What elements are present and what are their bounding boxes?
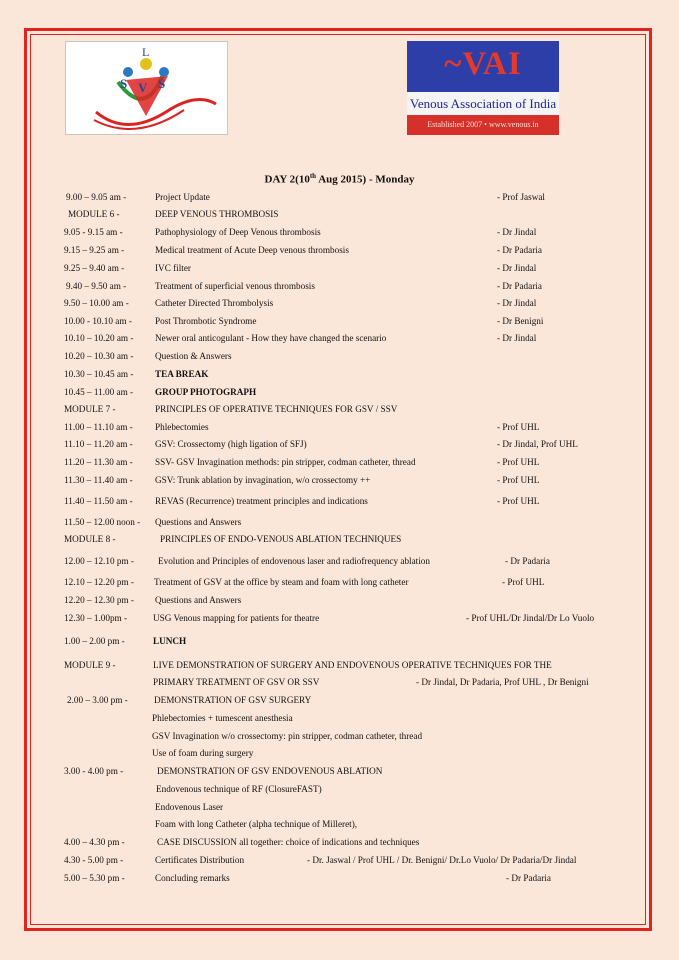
row-time: 11.10 – 11.20 am - bbox=[64, 439, 133, 449]
row-topic: PRINCIPLES OF OPERATIVE TECHNIQUES FOR GSV / SSV bbox=[155, 404, 398, 414]
row-topic: Treatment of GSV at the office by steam and foam with long catheter bbox=[154, 577, 409, 587]
schedule-row bbox=[0, 855, 679, 869]
row-topic: CASE DISCUSSION all together: choice of indications and techniques bbox=[157, 837, 420, 847]
row-topic: GSV: Trunk ablation by invagination, w/o crossectomy ++ bbox=[155, 475, 371, 485]
row-time: 10.45 – 11.00 am - bbox=[64, 387, 134, 397]
row-speaker: - Dr Jindal bbox=[497, 227, 537, 237]
schedule-row bbox=[0, 636, 679, 650]
schedule-row bbox=[0, 475, 679, 489]
row-time: 9.50 – 10.00 am - bbox=[64, 298, 129, 308]
row-speaker: - Prof UHL/Dr Jindal/Dr Lo Vuolo bbox=[466, 613, 595, 623]
row-speaker: - Dr Padaria bbox=[497, 245, 542, 255]
row-speaker: - Prof Jaswal bbox=[497, 192, 545, 202]
schedule-row bbox=[0, 404, 679, 418]
schedule-row bbox=[0, 731, 679, 745]
schedule-row bbox=[0, 209, 679, 223]
row-topic: Concluding remarks bbox=[155, 873, 230, 883]
row-time: 11.50 – 12.00 noon - bbox=[64, 517, 141, 527]
schedule-row bbox=[0, 577, 679, 591]
row-topic: Questions and Answers bbox=[155, 517, 242, 527]
row-time: 9.00 – 9.05 am - bbox=[66, 192, 127, 202]
row-topic: Project Update bbox=[155, 192, 210, 202]
schedule-row bbox=[0, 713, 679, 727]
schedule-row bbox=[0, 387, 679, 401]
row-topic: Use of foam during surgery bbox=[152, 748, 254, 758]
schedule-row bbox=[0, 457, 679, 471]
vai-name: Venous Association of India bbox=[407, 92, 559, 115]
schedule-row bbox=[0, 695, 679, 709]
schedule-row bbox=[0, 227, 679, 241]
vai-mark: ~VAI bbox=[444, 46, 522, 82]
day-title-post: Aug 2015) - Monday bbox=[316, 173, 415, 186]
row-topic: DEMONSTRATION OF GSV ENDOVENOUS ABLATION bbox=[157, 766, 383, 776]
schedule-row bbox=[0, 281, 679, 295]
row-topic: GSV: Crossectomy (high ligation of SFJ) bbox=[155, 439, 307, 449]
row-time: 10.20 – 10.30 am - bbox=[64, 351, 134, 361]
schedule-row bbox=[0, 613, 679, 627]
svg-text:V: V bbox=[138, 80, 148, 95]
schedule-row bbox=[0, 534, 679, 548]
row-topic: Question & Answers bbox=[155, 351, 232, 361]
row-speaker: - Prof UHL bbox=[497, 496, 540, 506]
schedule-row bbox=[0, 784, 679, 798]
row-speaker: - Dr Benigni bbox=[497, 316, 544, 326]
row-time: 4.00 – 4.30 pm - bbox=[64, 837, 125, 847]
row-time: 12.30 – 1.00pm - bbox=[64, 613, 128, 623]
schedule-row bbox=[0, 748, 679, 762]
row-time: MODULE 7 - bbox=[64, 404, 116, 414]
row-time: 9.05 - 9.15 am - bbox=[64, 227, 123, 237]
row-time: 2.00 – 3.00 pm - bbox=[67, 695, 128, 705]
row-speaker: - Dr Jindal, Dr Padaria, Prof UHL , Dr Benigni bbox=[416, 677, 589, 687]
row-topic: Treatment of superficial venous thrombosis bbox=[155, 281, 315, 291]
row-topic: DEEP VENOUS THROMBOSIS bbox=[155, 209, 279, 219]
schedule-row bbox=[0, 677, 679, 691]
row-time: 1.00 – 2.00 pm - bbox=[64, 636, 125, 646]
row-topic: Catheter Directed Thrombolysis bbox=[155, 298, 274, 308]
vai-established: Established 2007 • www.venous.in bbox=[407, 115, 559, 135]
lsvs-logo-icon bbox=[66, 42, 227, 134]
svg-text:L: L bbox=[142, 45, 150, 59]
row-speaker: - Prof UHL bbox=[497, 422, 540, 432]
row-topic: LUNCH bbox=[153, 636, 187, 646]
row-topic: Questions and Answers bbox=[155, 595, 242, 605]
day-title-sup: th bbox=[309, 172, 317, 180]
row-time: 9.15 – 9.25 am - bbox=[64, 245, 125, 255]
row-topic: Post Thrombotic Syndrome bbox=[155, 316, 257, 326]
schedule-row bbox=[0, 316, 679, 330]
row-time: 10.30 – 10.45 am - bbox=[64, 369, 134, 379]
row-time: 9.40 – 9.50 am - bbox=[66, 281, 127, 291]
schedule-row bbox=[0, 333, 679, 347]
row-topic: Evolution and Principles of endovenous laser and radiofrequency ablation bbox=[158, 556, 430, 566]
row-speaker: - Dr Jindal bbox=[497, 333, 537, 343]
row-topic: TEA BREAK bbox=[155, 369, 209, 379]
schedule-row bbox=[0, 351, 679, 365]
row-time: 4.30 - 5.00 pm - bbox=[64, 855, 124, 865]
row-speaker: - Dr Padaria bbox=[505, 556, 550, 566]
row-topic: Medical treatment of Acute Deep venous thrombosis bbox=[155, 245, 349, 255]
row-time: 11.30 – 11.40 am - bbox=[64, 475, 133, 485]
row-topic: Pathophysiology of Deep Venous thrombosis bbox=[155, 227, 321, 237]
row-time: MODULE 8 - bbox=[64, 534, 116, 544]
row-speaker: - Prof UHL bbox=[497, 457, 540, 467]
row-time: 12.00 – 12.10 pm - bbox=[64, 556, 134, 566]
row-topic: Foam with long Catheter (alpha technique of Milleret), bbox=[155, 819, 358, 829]
row-time: 10.00 - 10.10 am - bbox=[64, 316, 132, 326]
schedule-row bbox=[0, 873, 679, 887]
row-topic: LIVE DEMONSTRATION OF SURGERY AND ENDOVENOUS OPERATIVE TECHNIQUES FOR THE bbox=[153, 660, 552, 670]
row-time: MODULE 9 - bbox=[64, 660, 116, 670]
vai-logo bbox=[407, 41, 559, 135]
row-topic: USG Venous mapping for patients for theatre bbox=[153, 613, 320, 623]
schedule-row bbox=[0, 595, 679, 609]
row-speaker: - Dr. Jaswal / Prof UHL / Dr. Benigni/ Dr.Lo Vuolo/ Dr Padaria/Dr Jindal bbox=[307, 855, 577, 865]
row-time: 11.40 – 11.50 am - bbox=[64, 496, 133, 506]
svg-text:S: S bbox=[120, 76, 128, 91]
row-time: 12.20 – 12.30 pm - bbox=[64, 595, 134, 605]
row-topic: SSV- GSV Invagination methods: pin stripper, codman catheter, thread bbox=[155, 457, 416, 467]
row-speaker: - Dr Jindal bbox=[497, 263, 537, 273]
day-title bbox=[0, 172, 679, 186]
row-topic: GROUP PHOTOGRAPH bbox=[155, 387, 257, 397]
schedule-row bbox=[0, 263, 679, 277]
schedule-row bbox=[0, 517, 679, 531]
row-speaker: - Dr Padaria bbox=[506, 873, 551, 883]
day-title-pre: DAY 2(10 bbox=[264, 173, 310, 186]
schedule-row bbox=[0, 192, 679, 206]
lsvs-logo bbox=[65, 41, 228, 135]
row-topic: Phlebectomies bbox=[155, 422, 209, 432]
row-speaker: - Prof UHL bbox=[497, 475, 540, 485]
schedule-row bbox=[0, 439, 679, 453]
row-speaker: - Prof UHL bbox=[502, 577, 545, 587]
row-speaker: - Dr Jindal, Prof UHL bbox=[497, 439, 578, 449]
schedule-row bbox=[0, 766, 679, 780]
schedule-row bbox=[0, 660, 679, 674]
svg-text:S: S bbox=[158, 76, 166, 91]
row-speaker: - Dr Padaria bbox=[497, 281, 542, 291]
schedule-row bbox=[0, 298, 679, 312]
row-speaker: - Dr Jindal bbox=[497, 298, 537, 308]
row-time: 9.25 – 9.40 am - bbox=[64, 263, 125, 273]
row-time: 11.00 – 11.10 am - bbox=[64, 422, 133, 432]
row-topic: Certificates Distribution bbox=[155, 855, 245, 865]
schedule-row bbox=[0, 422, 679, 436]
row-time: 3.00 - 4.00 pm - bbox=[64, 766, 124, 776]
row-time: 12.10 – 12.20 pm - bbox=[64, 577, 134, 587]
schedule-row bbox=[0, 369, 679, 383]
row-time: 11.20 – 11.30 am - bbox=[64, 457, 133, 467]
row-topic: Newer oral anticogulant - How they have changed the scenario bbox=[155, 333, 387, 343]
row-topic: Endovenous Laser bbox=[155, 802, 224, 812]
row-topic: Endovenous technique of RF (ClosureFAST) bbox=[156, 784, 322, 794]
row-time: 5.00 – 5.30 pm - bbox=[64, 873, 125, 883]
row-time: MODULE 6 - bbox=[68, 209, 120, 219]
row-topic: REVAS (Recurrence) treatment principles and indications bbox=[155, 496, 368, 506]
schedule-row bbox=[0, 496, 679, 510]
row-topic: GSV Invagination w/o crossectomy: pin stripper, codman catheter, thread bbox=[152, 731, 423, 741]
row-time: 10.10 – 10.20 am - bbox=[64, 333, 134, 343]
schedule-row bbox=[0, 556, 679, 570]
row-topic: PRIMARY TREATMENT OF GSV OR SSV bbox=[153, 677, 320, 687]
schedule-row bbox=[0, 245, 679, 259]
row-topic: DEMONSTRATION OF GSV SURGERY bbox=[154, 695, 312, 705]
schedule-row bbox=[0, 819, 679, 833]
row-topic: Phlebectomies + tumescent anesthesia bbox=[152, 713, 293, 723]
schedule-row bbox=[0, 837, 679, 851]
schedule-row bbox=[0, 802, 679, 816]
row-topic: PRINCIPLES OF ENDO-VENOUS ABLATION TECHNIQUES bbox=[160, 534, 402, 544]
row-topic: IVC filter bbox=[155, 263, 191, 273]
